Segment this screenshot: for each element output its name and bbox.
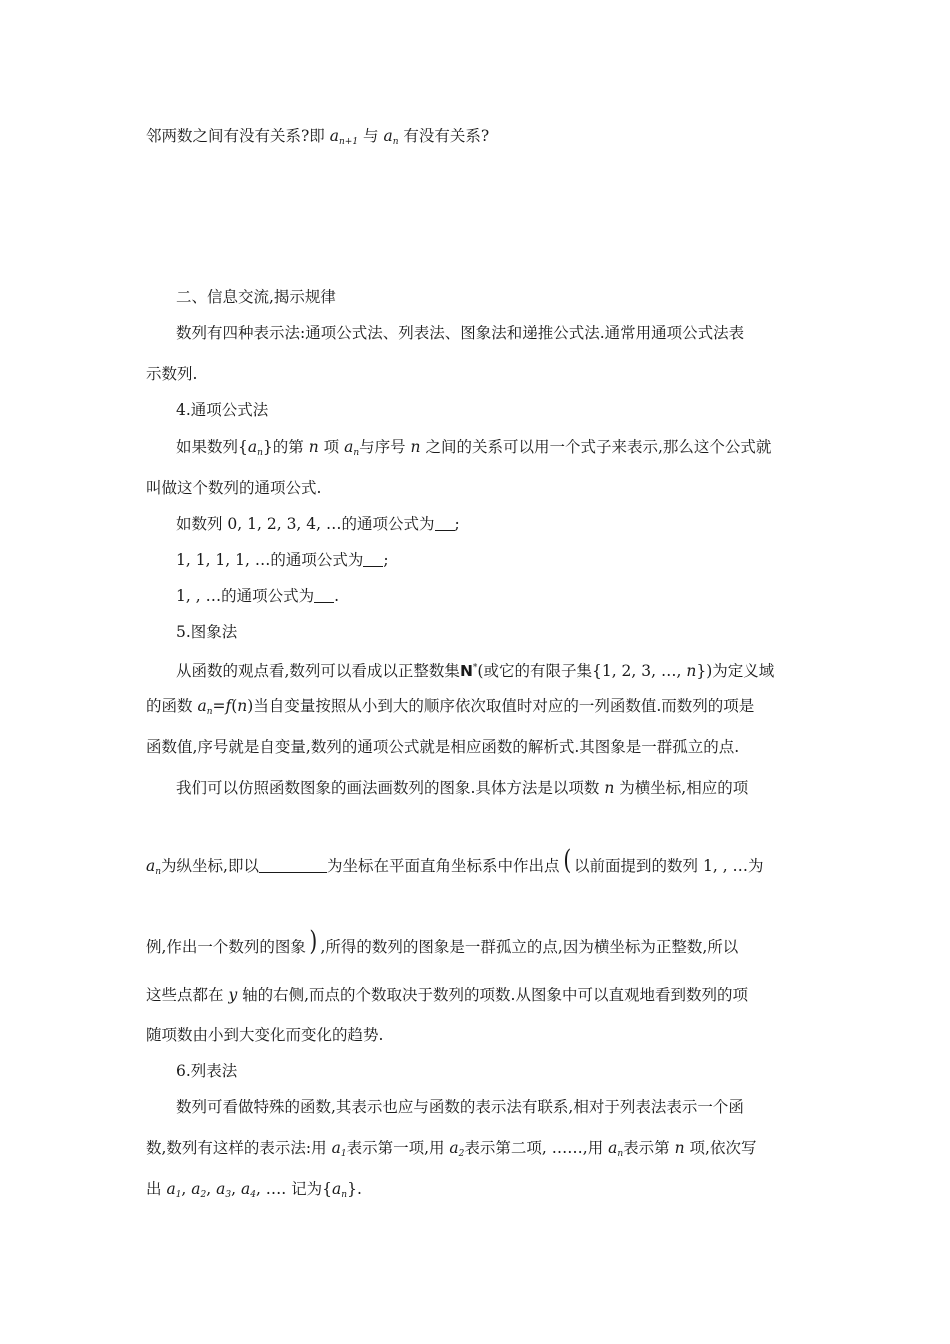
text: 有没有关系?: [398, 127, 490, 145]
paragraph-4-line-3: [146, 926, 739, 957]
text: 例,作出一个数列的图象: [146, 938, 306, 956]
text: }.: [347, 1180, 362, 1198]
math-n: n: [308, 438, 319, 456]
answer-blank: [314, 586, 334, 603]
text: 如数列 0, 1, 2, 3, 4, …的通项公式为: [176, 515, 435, 533]
text: =: [212, 697, 226, 715]
math-a: a: [383, 127, 393, 145]
paragraph-1-line-1: 数列有四种表示法:通项公式法、列表法、图象法和递推公式法.通常用通项公式法表: [176, 324, 745, 342]
superscript-star: *: [472, 663, 478, 673]
math-a: a: [191, 1180, 201, 1198]
text: (: [231, 697, 238, 715]
math-n: n: [674, 1139, 685, 1157]
paragraph-2-line-1: [176, 437, 771, 463]
math-a: a: [332, 1180, 342, 1198]
example-line-3: [176, 586, 339, 606]
paragraph-4-line-5: 随项数由小到大变化而变化的趋势.: [146, 1026, 384, 1044]
text: ,所得的数列的图象是一群孤立的点,因为横坐标为正整数,所以: [320, 938, 739, 956]
text: ;: [383, 551, 389, 569]
math-a: a: [216, 1180, 226, 1198]
math-a: a: [166, 1180, 176, 1198]
text: 为坐标在平面直角坐标系中作出点: [326, 857, 560, 875]
answer-blank: [435, 514, 455, 531]
paragraph-3-line-3: 函数值,序号就是自变量,数列的通项公式就是相应函数的解析式.其图象是一群孤立的点.: [146, 738, 740, 756]
paragraph-1-line-2: 示数列.: [146, 365, 198, 383]
example-line-1: [176, 514, 460, 534]
math-a: a: [344, 438, 354, 456]
text: }的第: [262, 438, 309, 456]
text: )当自变量按照从小到大的顺序依次取值时对应的一列函数值.而数列的项是: [247, 697, 755, 715]
subscript-2: 2: [458, 1149, 465, 1159]
text: 为横坐标,相应的项: [614, 779, 749, 797]
math-n: n: [604, 779, 615, 797]
text: 1, , …的通项公式为: [176, 587, 315, 605]
math-n: n: [686, 662, 697, 680]
heading-5-graph-method: 5.图象法: [176, 623, 238, 641]
answer-blank: [363, 550, 383, 567]
answer-blank: [259, 856, 327, 873]
text: ,: [181, 1180, 192, 1198]
heading-4-general-formula: 4.通项公式法: [176, 401, 269, 419]
subscript-1: 1: [175, 1190, 182, 1200]
subscript-n: n: [353, 448, 360, 458]
text: 轴的右侧,而点的个数取决于数列的项数.从图象中可以直观地看到数列的项: [237, 986, 748, 1004]
subscript-n: n: [257, 448, 263, 458]
math-n: n: [410, 438, 421, 456]
text: 项,依次写: [684, 1139, 757, 1157]
text: ,: [231, 1180, 241, 1198]
text: ,: [206, 1180, 217, 1198]
math-a: a: [331, 1139, 341, 1157]
text: (或它的有限子集{1, 2, 3, …,: [477, 662, 687, 680]
text-line-intro-question: [146, 126, 489, 152]
math-a: a: [608, 1139, 618, 1157]
math-a: a: [146, 857, 156, 875]
section-heading-2: 二、信息交流,揭示规律: [176, 288, 336, 306]
text: 如果数列{: [176, 438, 248, 456]
subscript-2: 2: [200, 1190, 207, 1200]
subscript-n: n: [206, 707, 213, 717]
paragraph-3-line-1: [176, 658, 774, 681]
heading-6-table-method: 6.列表法: [176, 1062, 238, 1080]
math-a: a: [247, 438, 258, 456]
text: 这些点都在: [146, 986, 229, 1004]
subscript-n: n: [392, 137, 399, 147]
subscript-n: n: [341, 1190, 348, 1200]
paragraph-5-line-2: [146, 1138, 756, 1164]
text: 我们可以仿照函数图象的画法画数列的图象.具体方法是以项数: [176, 779, 605, 797]
paragraph-4-line-4: [146, 985, 748, 1005]
text: 与序号: [359, 438, 411, 456]
subscript-n: n: [155, 867, 162, 877]
text: 以前面提到的数列 1, , …为: [574, 857, 764, 875]
math-a: a: [240, 1180, 251, 1198]
text: .: [334, 587, 340, 605]
text: 数,数列有这样的表示法:用: [146, 1139, 332, 1157]
text: , …. 记为{: [255, 1180, 333, 1198]
text: 表示第二项, ……,用: [464, 1139, 609, 1157]
subscript-n-plus-1: n+1: [339, 137, 359, 147]
text: 从函数的观点看,数列可以看成以正整数集: [176, 662, 460, 680]
left-parenthesis: (: [562, 845, 571, 876]
subscript-4: 4: [250, 1190, 256, 1200]
text: 为纵坐标,即以: [161, 857, 259, 875]
math-a: a: [329, 127, 339, 145]
right-parenthesis: ): [309, 926, 318, 957]
subscript-n: n: [617, 1149, 624, 1159]
example-line-2: [176, 550, 389, 570]
text: 邻两数之间有没有关系?即: [146, 127, 330, 145]
subscript-3: 3: [225, 1190, 232, 1200]
paragraph-4-line-2: [146, 845, 764, 882]
math-f: f: [225, 697, 232, 715]
text: 表示第: [623, 1139, 675, 1157]
text: 的函数: [146, 697, 198, 715]
paragraph-4-line-1: [176, 778, 748, 798]
text: 项: [318, 438, 345, 456]
text: 1, 1, 1, 1, …的通项公式为: [176, 551, 364, 569]
math-a: a: [449, 1139, 459, 1157]
math-n: n: [237, 697, 248, 715]
math-natural-numbers: N: [459, 662, 473, 680]
text: 之间的关系可以用一个式子来表示,那么这个公式就: [420, 438, 772, 456]
paragraph-2-line-2: 叫做这个数列的通项公式.: [146, 479, 322, 497]
subscript-1: 1: [340, 1149, 347, 1159]
text: 与: [358, 127, 384, 145]
paragraph-5-line-3: [146, 1179, 362, 1205]
math-y: y: [228, 986, 238, 1004]
paragraph-3-line-2: [146, 696, 754, 722]
text: 出: [146, 1180, 167, 1198]
math-a: a: [197, 697, 207, 715]
text: })为定义域: [696, 662, 775, 680]
text: ;: [454, 515, 460, 533]
text: 表示第一项,用: [346, 1139, 450, 1157]
paragraph-5-line-1: 数列可看做特殊的函数,其表示也应与函数的表示法有联系,相对于列表法表示一个函: [176, 1098, 744, 1116]
